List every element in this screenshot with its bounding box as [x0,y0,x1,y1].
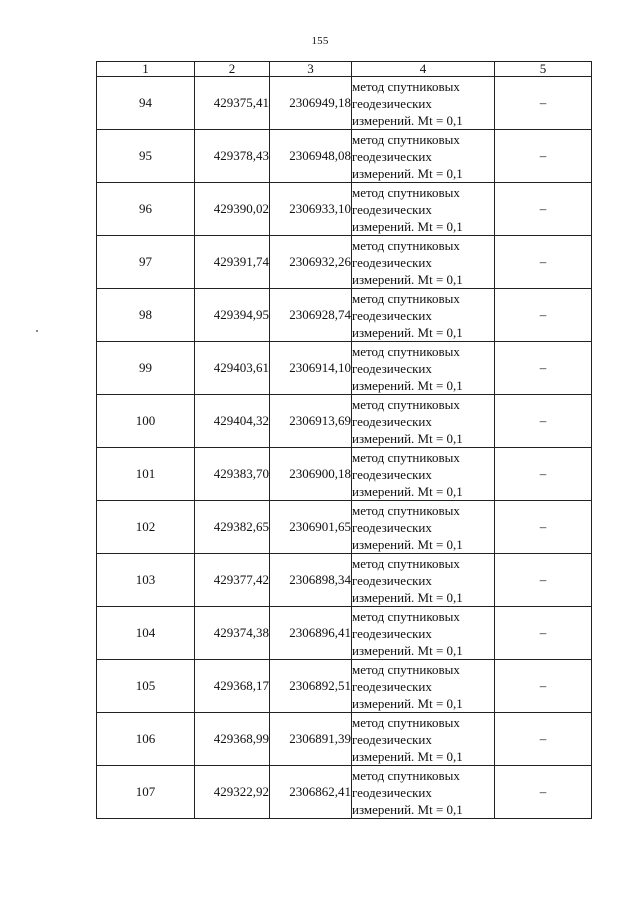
method-line: измерений. Mt = 0,1 [352,218,463,234]
method-line: геодезических [352,148,432,164]
y-coordinate-cell: 2306928,74 [270,289,352,342]
header-col-5: 5 [495,62,592,77]
y-coordinate-cell: 2306933,10 [270,183,352,236]
point-number-cell: 99 [97,342,195,395]
x-coordinate-cell: 429375,41 [195,77,270,130]
header-row [97,62,592,77]
x-coordinate-cell: 429404,32 [195,395,270,448]
y-coordinate-cell: 2306891,39 [270,713,352,766]
header-col-4: 4 [352,62,495,77]
y-coordinate-cell: 2306862,41 [270,766,352,819]
point-number-cell: 107 [97,766,195,819]
table-row [97,766,592,819]
method-cell [352,713,495,766]
point-number-cell: 101 [97,448,195,501]
point-number-cell: 100 [97,395,195,448]
method-line: метод спутниковых [352,396,460,412]
method-line: измерений. Mt = 0,1 [352,165,463,181]
note-cell: – [495,766,592,819]
y-coordinate-cell: 2306896,41 [270,607,352,660]
y-coordinate-cell: 2306914,10 [270,342,352,395]
method-line: геодезических [352,254,432,270]
y-coordinate-cell: 2306900,18 [270,448,352,501]
table-row [97,607,592,660]
method-line: метод спутниковых [352,237,460,253]
method-line: геодезических [352,784,432,800]
note-cell: – [495,554,592,607]
note-cell: – [495,607,592,660]
table-row [97,448,592,501]
method-cell [352,501,495,554]
x-coordinate-cell: 429391,74 [195,236,270,289]
method-line: метод спутниковых [352,184,460,200]
point-number-cell: 94 [97,77,195,130]
method-line: измерений. Mt = 0,1 [352,271,463,287]
table-row [97,713,592,766]
note-cell: – [495,342,592,395]
note-cell: – [495,395,592,448]
point-number-cell: 96 [97,183,195,236]
method-line: геодезических [352,466,432,482]
method-line: геодезических [352,625,432,641]
y-coordinate-cell: 2306948,08 [270,130,352,183]
table-row [97,289,592,342]
y-coordinate-cell: 2306901,65 [270,501,352,554]
point-number-cell: 106 [97,713,195,766]
coordinates-table [96,61,592,819]
point-number-cell: 97 [97,236,195,289]
table-body [97,77,592,819]
point-number-cell: 102 [97,501,195,554]
method-line: метод спутниковых [352,767,460,783]
header-col-2: 2 [195,62,270,77]
table-row [97,183,592,236]
note-cell: – [495,289,592,342]
method-line: метод спутниковых [352,449,460,465]
method-cell [352,448,495,501]
x-coordinate-cell: 429378,43 [195,130,270,183]
header-col-1: 1 [97,62,195,77]
x-coordinate-cell: 429368,17 [195,660,270,713]
note-cell: – [495,448,592,501]
x-coordinate-cell: 429322,92 [195,766,270,819]
method-cell [352,607,495,660]
x-coordinate-cell: 429374,38 [195,607,270,660]
method-line: измерений. Mt = 0,1 [352,695,463,711]
method-cell [352,766,495,819]
y-coordinate-cell: 2306949,18 [270,77,352,130]
method-cell [352,342,495,395]
method-cell [352,183,495,236]
x-coordinate-cell: 429383,70 [195,448,270,501]
x-coordinate-cell: 429403,61 [195,342,270,395]
table-row [97,342,592,395]
method-cell [352,77,495,130]
note-cell: – [495,660,592,713]
point-number-cell: 98 [97,289,195,342]
method-line: геодезических [352,572,432,588]
point-number-cell: 103 [97,554,195,607]
point-number-cell: 104 [97,607,195,660]
method-line: метод спутниковых [352,290,460,306]
method-line: измерений. Mt = 0,1 [352,589,463,605]
x-coordinate-cell: 429377,42 [195,554,270,607]
table-row [97,77,592,130]
method-line: геодезических [352,731,432,747]
method-line: геодезических [352,307,432,323]
method-line: метод спутниковых [352,131,460,147]
x-coordinate-cell: 429368,99 [195,713,270,766]
method-line: геодезических [352,95,432,111]
page-number: 155 [311,35,329,47]
y-coordinate-cell: 2306892,51 [270,660,352,713]
method-line: измерений. Mt = 0,1 [352,642,463,658]
note-cell: – [495,713,592,766]
method-line: измерений. Mt = 0,1 [352,536,463,552]
method-line: метод спутниковых [352,608,460,624]
method-line: измерений. Mt = 0,1 [352,748,463,764]
x-coordinate-cell: 429394,95 [195,289,270,342]
table-header [97,62,592,77]
method-cell [352,395,495,448]
table-row [97,660,592,713]
note-cell: – [495,183,592,236]
method-cell [352,554,495,607]
method-line: метод спутниковых [352,555,460,571]
method-line: измерений. Mt = 0,1 [352,430,463,446]
note-cell: – [495,77,592,130]
method-line: геодезических [352,413,432,429]
method-cell [352,660,495,713]
method-line: геодезических [352,360,432,376]
y-coordinate-cell: 2306898,34 [270,554,352,607]
method-line: метод спутниковых [352,78,460,94]
table-row [97,395,592,448]
method-line: метод спутниковых [352,343,460,359]
method-line: измерений. Mt = 0,1 [352,324,463,340]
method-line: метод спутниковых [352,714,460,730]
x-coordinate-cell: 429382,65 [195,501,270,554]
method-cell [352,130,495,183]
header-col-3: 3 [270,62,352,77]
method-line: геодезических [352,519,432,535]
method-cell [352,289,495,342]
method-line: измерений. Mt = 0,1 [352,112,463,128]
table-row [97,554,592,607]
point-number-cell: 105 [97,660,195,713]
table-row [97,501,592,554]
method-line: геодезических [352,201,432,217]
note-cell: – [495,236,592,289]
method-line: метод спутниковых [352,502,460,518]
x-coordinate-cell: 429390,02 [195,183,270,236]
method-line: измерений. Mt = 0,1 [352,377,463,393]
y-coordinate-cell: 2306913,69 [270,395,352,448]
table-row [97,236,592,289]
scan-speck [36,330,38,332]
method-line: измерений. Mt = 0,1 [352,483,463,499]
method-cell [352,236,495,289]
method-line: геодезических [352,678,432,694]
y-coordinate-cell: 2306932,26 [270,236,352,289]
point-number-cell: 95 [97,130,195,183]
table-row [97,130,592,183]
note-cell: – [495,501,592,554]
method-line: измерений. Mt = 0,1 [352,801,463,817]
note-cell: – [495,130,592,183]
method-line: метод спутниковых [352,661,460,677]
